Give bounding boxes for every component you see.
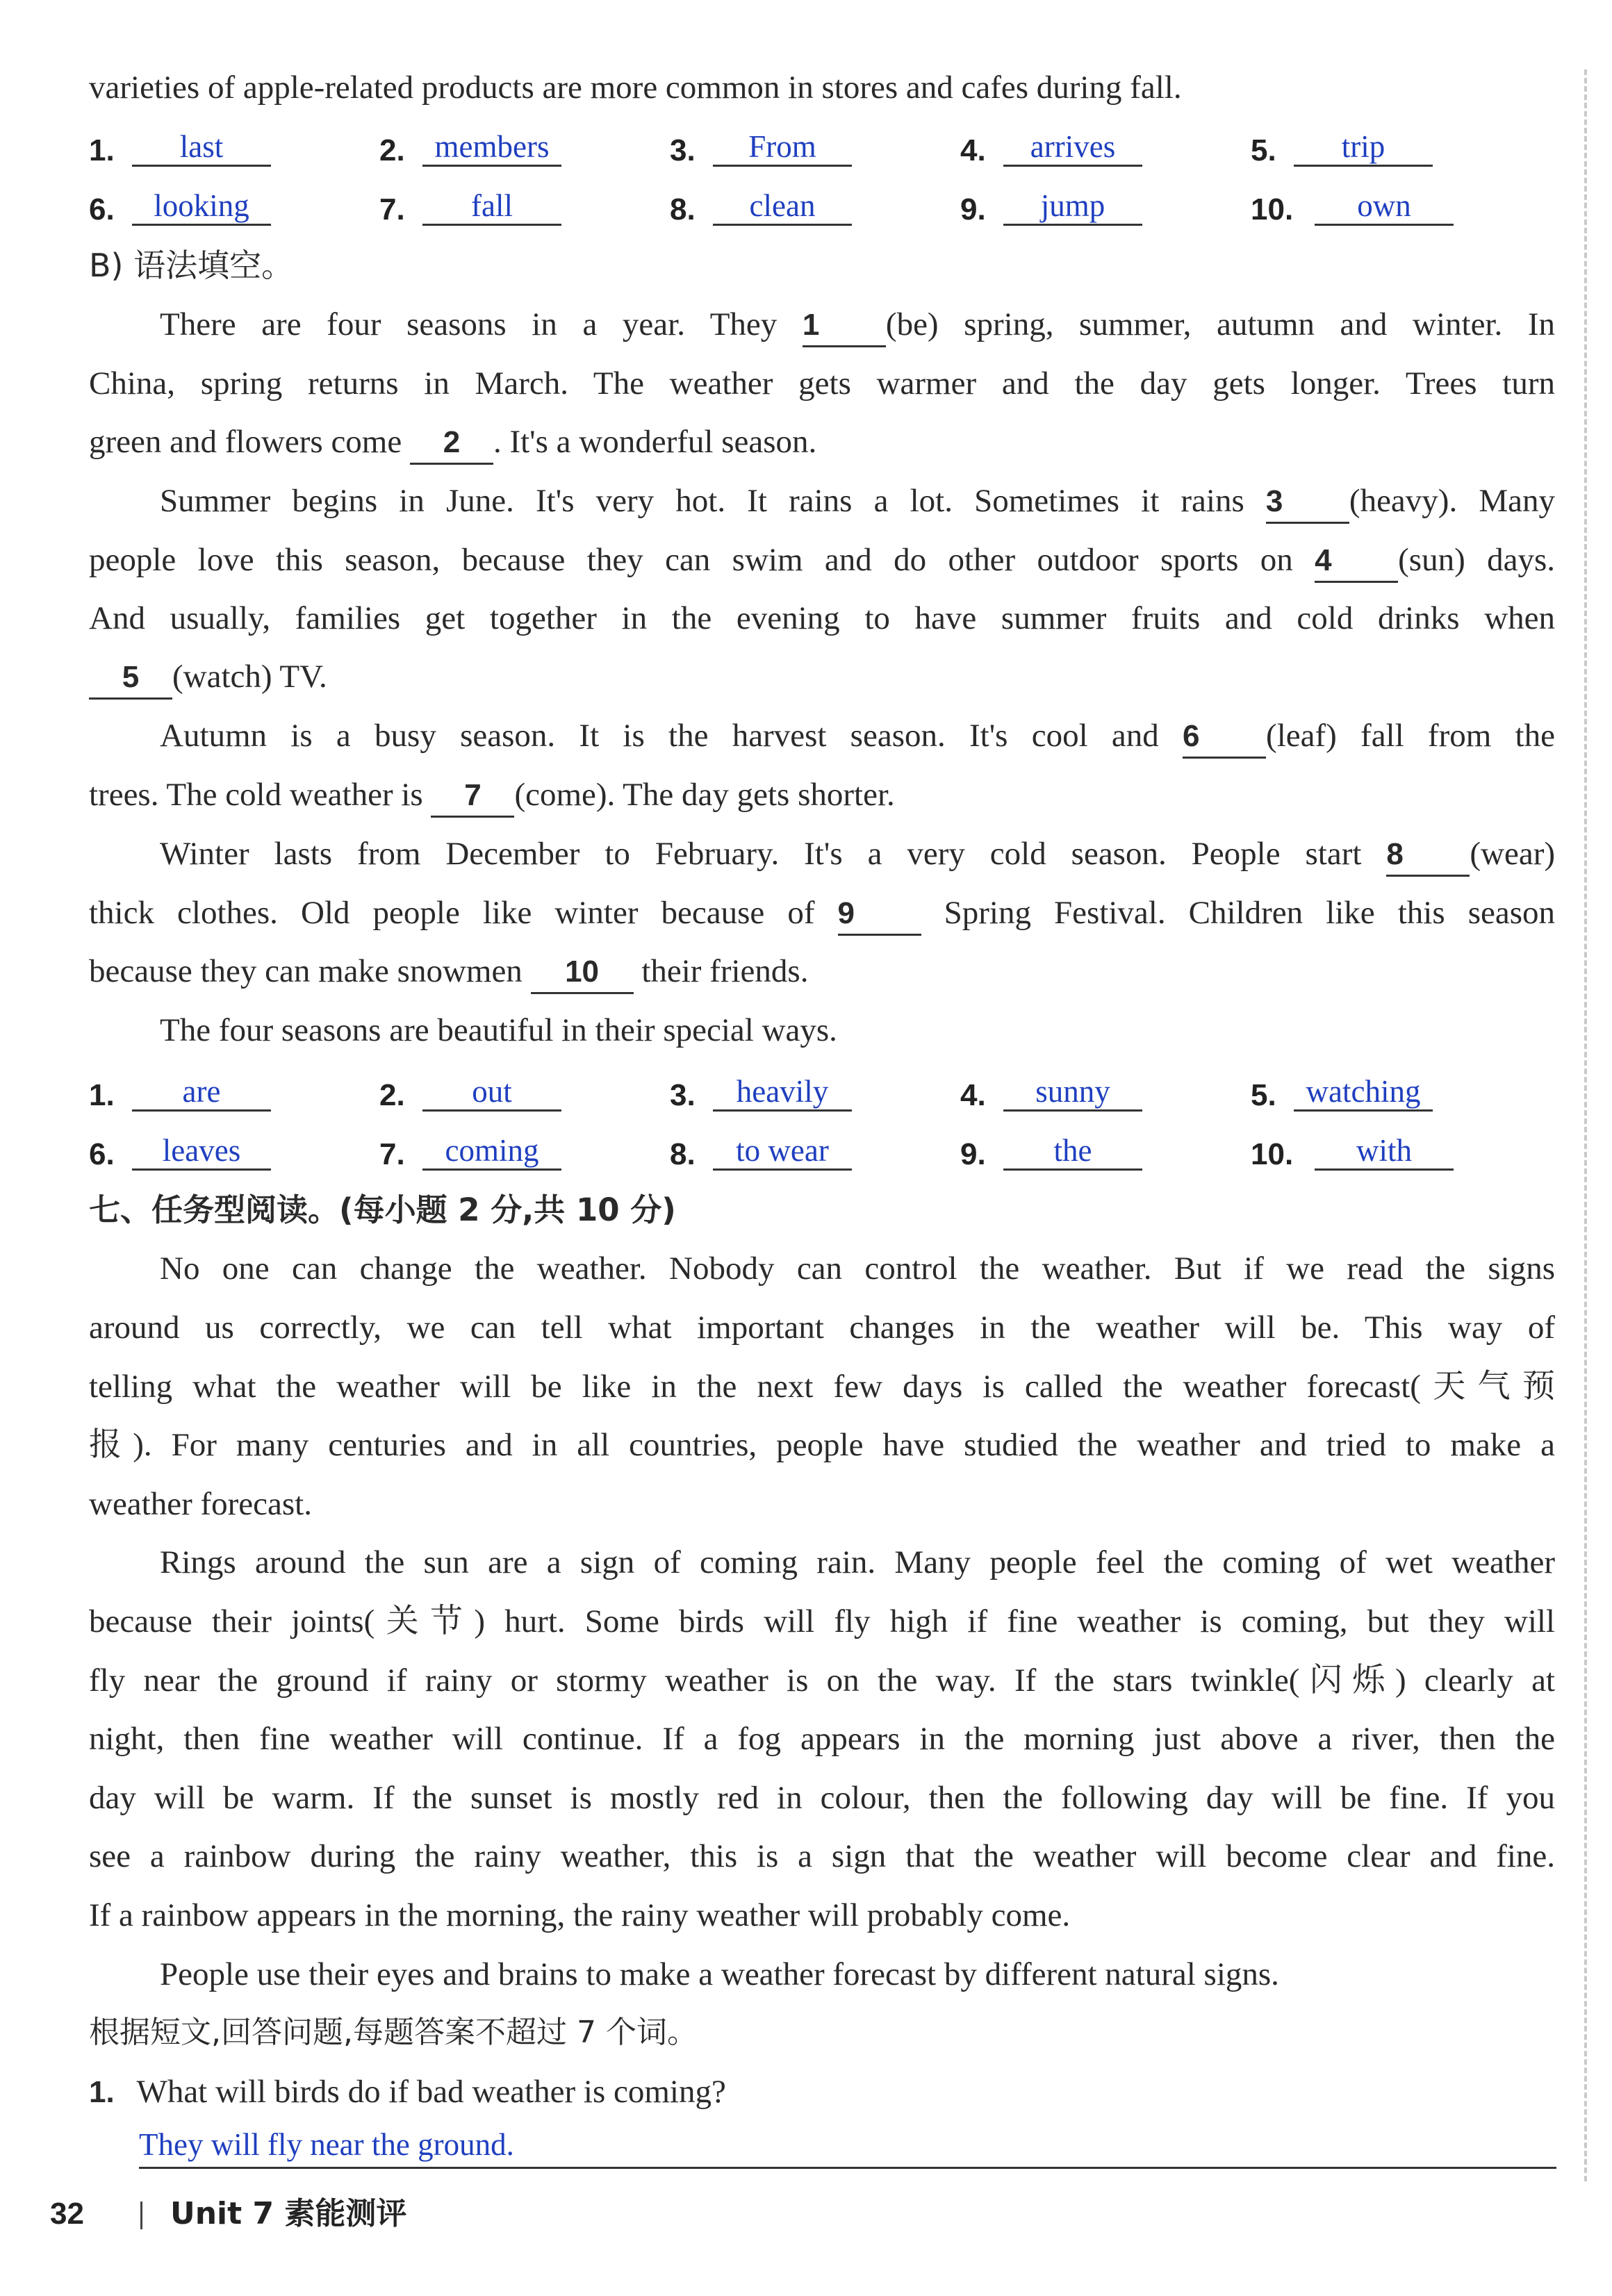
passage-line: people love this season, because they can swim and do other outdoor sports on 4 (sun) days. [89, 540, 1555, 583]
gap-2: 2 [410, 422, 493, 465]
passage-line: 5 (watch) TV. [89, 656, 1555, 700]
gap-8: 8 [1386, 834, 1470, 877]
gap-5: 5 [89, 657, 172, 700]
gap-1: 1 [803, 305, 886, 347]
reading-line: around us correctly, we can tell what important changes in the weather will be. This way of [89, 1310, 1555, 1346]
passage-line: thick clothes. Old people like winter because of 9 Spring Festival. Children like this season [89, 893, 1555, 936]
answers-a-row-1: 1. last 2. members 3. From 4. arrives 5. trip [89, 124, 1548, 172]
gap-6: 6 [1183, 716, 1266, 759]
reading-line: night, then fine weather will continue. If a fog appears in the morning just above a river, then the [89, 1721, 1555, 1757]
passage-line: China, spring returns in March. The weather gets warmer and the day gets longer. Trees turn [89, 365, 1555, 402]
question-number: 1. [89, 2075, 115, 2109]
answers-b-row-2: 6. leaves 7. coming 8. to wear 9. the 10. with [89, 1128, 1548, 1176]
passage-line: There are four seasons in a year. They 1 (be) spring, summer, autumn and winter. In [160, 304, 1555, 347]
passage-line: Summer begins in June. It's very hot. It rains a lot. Sometimes it rains 3 (heavy). Many [160, 481, 1555, 524]
page-number: 32 [50, 2197, 84, 2231]
page-edge-dashed-line [1584, 69, 1587, 2181]
section-b-title: B) 语法填空。 [89, 247, 294, 284]
answers-a-row-2: 6. looking 7. fall 8. clean 9. jump 10. own [89, 183, 1548, 231]
passage-line: because they can make snowmen 10 their friends. [89, 951, 1555, 994]
gap-9: 9 [838, 893, 921, 936]
passage-line: Winter lasts from December to February. It's a very cold season. People start 8 (wear) [160, 834, 1555, 877]
reading-line: see a rainbow during the rainy weather, this is a sign that the weather will become clear and fine. [89, 1838, 1555, 1874]
section-7-title: 七、任务型阅读。(每小题 2 分,共 10 分) [89, 1191, 676, 1228]
reading-line: telling what the weather will be like in the next few days is called the weather forecast(天气预 [89, 1369, 1555, 1405]
passage-line: The four seasons are beautiful in their special ways. [160, 1012, 837, 1048]
reading-line: day will be warm. If the sunset is mostly red in colour, then the following day will be fine. If you [89, 1780, 1555, 1816]
gap-3: 3 [1266, 481, 1349, 524]
top-line: varieties of apple-related products are more common in stores and cafes during fall. [89, 69, 1182, 106]
page-footer [50, 2188, 406, 2233]
question-1 [89, 2072, 1555, 2113]
gap-4: 4 [1315, 540, 1398, 583]
unit-label: Unit 7 素能测评 [170, 2196, 407, 2231]
reading-line: 报). For many centuries and in all countries, people have studied the weather and tried to make a [89, 1427, 1555, 1463]
answer-line-1: They will fly near the ground. [139, 2122, 1556, 2169]
gap-10: 10 [531, 952, 634, 994]
passage-line: green and flowers come 2 . It's a wonderful season. [89, 422, 1555, 465]
instruction: 根据短文,回答问题,每题答案不超过 7 个词。 [89, 2015, 698, 2050]
reading-line: If a rainbow appears in the morning, the rainy weather will probably come. [89, 1897, 1071, 1933]
reading-line: because their joints(关节) hurt. Some birds will fly high if fine weather is coming, but they will [89, 1603, 1555, 1640]
passage-line: trees. The cold weather is 7 (come). The day gets shorter. [89, 775, 1555, 818]
reading-line: People use their eyes and brains to make a weather forecast by different natural signs. [160, 1956, 1279, 1992]
reading-line: fly near the ground if rainy or stormy weather is on the way. If the stars twinkle(闪烁) clearly at [89, 1662, 1555, 1699]
reading-line: Rings around the sun are a sign of coming rain. Many people feel the coming of wet weather [160, 1544, 1555, 1580]
question-text: What will birds do if bad weather is coming? [136, 2074, 726, 2110]
passage-line: Autumn is a busy season. It is the harvest season. It's cool and 6 (leaf) fall from the [160, 716, 1555, 759]
passage-line: And usually, families get together in the evening to have summer fruits and cold drinks when [89, 600, 1555, 636]
footer-divider [140, 2202, 142, 2229]
reading-line: weather forecast. [89, 1486, 312, 1522]
reading-line: No one can change the weather. Nobody can control the weather. But if we read the signs [160, 1250, 1555, 1287]
gap-7: 7 [431, 775, 514, 818]
answers-b-row-1: 1. are 2. out 3. heavily 4. sunny 5. watching [89, 1068, 1548, 1117]
